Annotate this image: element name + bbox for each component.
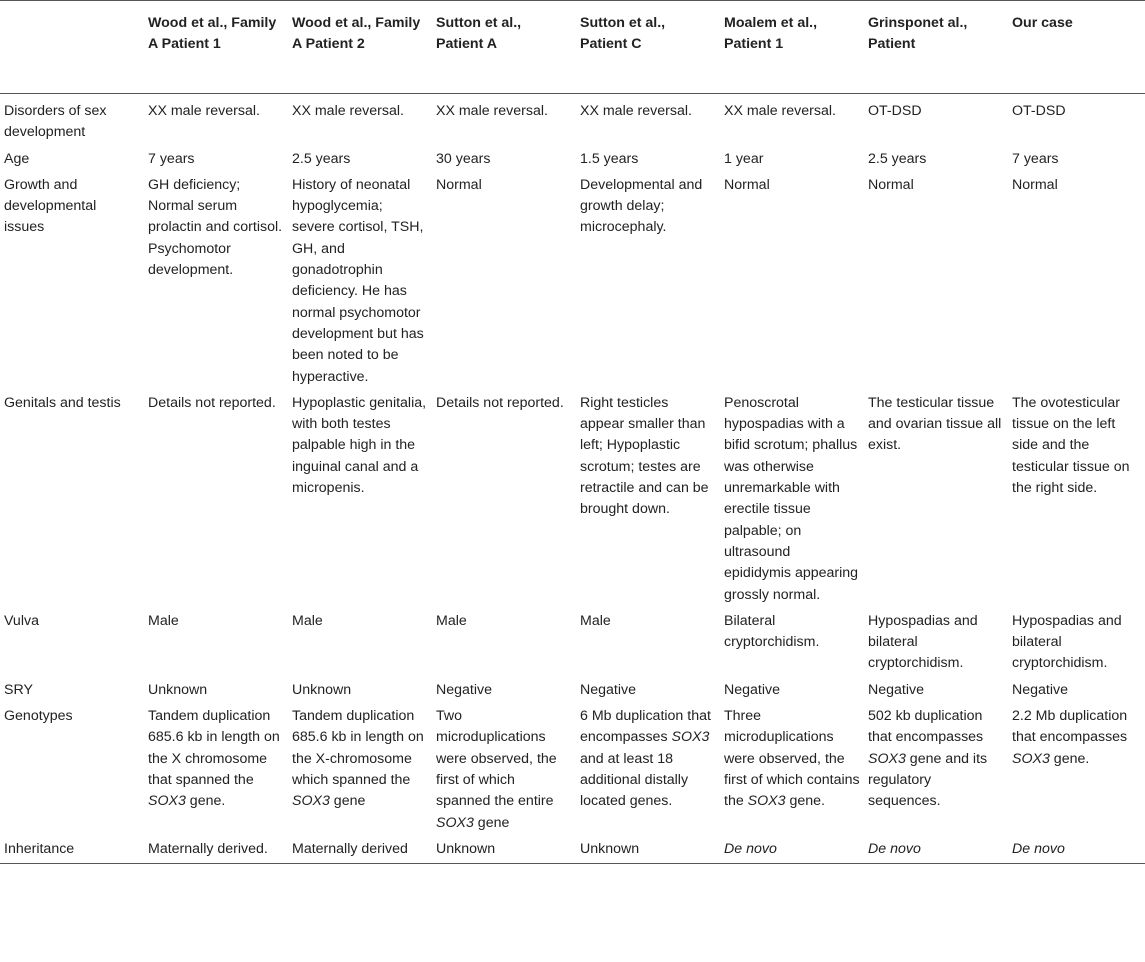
table-cell: Two microduplications were observed, the first of which spanned the entire SOX3 gene — [436, 708, 557, 831]
gene-symbol: SOX3 — [292, 793, 330, 810]
header-cell-sutton-patient-c: Sutton et al., Patient C — [580, 15, 666, 53]
table-cell: De novo — [1012, 840, 1065, 857]
row-label: SRY — [4, 681, 33, 698]
table-cell: Male — [148, 612, 179, 629]
table-cell: De novo — [868, 840, 921, 857]
table-cell: Hypoplastic genitalia, with both testes palpable high in the inguinal canal and a micropenis. — [292, 394, 427, 497]
table-cell: 502 kb duplication that encompasses SOX3 gene and its regulatory sequences. — [868, 708, 988, 810]
table-cell: Normal — [436, 176, 482, 193]
table-cell: Normal — [868, 176, 914, 193]
table-cell: Negative — [580, 681, 636, 698]
row-label: Inheritance — [4, 840, 75, 857]
table-cell: Male — [292, 612, 323, 629]
row-label: Genotypes — [4, 708, 73, 725]
table-cell: Unknown — [436, 840, 496, 857]
row-label: Growth and developmental issues — [4, 176, 97, 236]
table-cell: XX male reversal. — [580, 103, 692, 119]
row-label: Genitals and testis — [4, 394, 121, 411]
header-cell-wood-patient-1: Wood et al., Family A Patient 1 — [148, 15, 277, 53]
row-label: Age — [4, 150, 30, 167]
table-cell: 30 years — [436, 150, 491, 167]
header-cell-sutton-patient-a: Sutton et al., Patient A — [436, 15, 522, 53]
table-cell: XX male reversal. — [292, 103, 404, 119]
table-cell: Hypospadias and bilateral cryptorchidism. — [1012, 612, 1122, 672]
table-cell: The ovotesticular tissue on the left side and the testicular tissue on the right side. — [1012, 394, 1130, 497]
table-cell: XX male reversal. — [148, 103, 260, 119]
table-cell: Right testicles appear smaller than left; Hypoplastic scrotum; testes are retractile and can be brought down. — [580, 394, 709, 518]
table-cell: Normal — [1012, 176, 1058, 193]
table-cell: 1.5 years — [580, 150, 639, 167]
table-cell: Negative — [436, 681, 492, 698]
row-age — [0, 147, 1145, 173]
table-cell: Negative — [724, 681, 780, 698]
gene-symbol: SOX3 — [868, 750, 906, 767]
gene-symbol: SOX3 — [1012, 750, 1050, 767]
table-cell: XX male reversal. — [436, 103, 548, 119]
row-disorders-of-sex-development — [0, 94, 1145, 147]
table-cell: OT-DSD — [1012, 103, 1066, 119]
table-cell: Three microduplications were observed, the first of which contains the SOX3 gene. — [724, 708, 860, 810]
table-cell: Details not reported. — [436, 394, 564, 411]
table-cell: Tandem duplication 685.6 kb in length on the X-chromosome which spanned the SOX3 gene — [292, 708, 424, 810]
table-cell: Male — [580, 612, 611, 629]
table-cell: History of neonatal hypoglycemia; severe cortisol, TSH, GH, and gonadotrophin deficiency. He has normal psychomotor development but has been noted to be hyperactive. — [292, 176, 424, 385]
header-cell-our-case: Our case — [1012, 15, 1073, 31]
table-cell: 2.5 years — [292, 150, 351, 167]
table-cell: Hypospadias and bilateral cryptorchidism. — [868, 612, 978, 672]
table-cell: XX male reversal. — [724, 103, 836, 119]
table-cell: Developmental and growth delay; microcephaly. — [580, 176, 703, 236]
gene-symbol: SOX3 — [747, 793, 786, 810]
table-cell: Negative — [868, 681, 924, 698]
gene-symbol: SOX3 — [671, 729, 710, 746]
row-genitals-and-testis — [0, 391, 1145, 609]
gene-symbol: SOX3 — [148, 793, 186, 810]
header-cell-wood-patient-2: Wood et al., Family A Patient 2 — [292, 15, 421, 53]
table-cell: Negative — [1012, 681, 1068, 698]
table-cell: Details not reported. — [148, 394, 276, 411]
row-vulva — [0, 609, 1145, 678]
header-cell-label — [0, 1, 144, 94]
table-cell: 7 years — [1012, 150, 1059, 167]
table-cell: 6 Mb duplication that encompasses SOX3 and at least 18 additional distally located genes. — [580, 708, 711, 810]
row-sry — [0, 678, 1145, 704]
table-cell: 1 year — [724, 150, 764, 167]
table-cell: 2.5 years — [868, 150, 927, 167]
row-growth-and-developmental-issues — [0, 173, 1145, 391]
header-row — [0, 1, 1145, 94]
row-inheritance — [0, 837, 1145, 864]
header-cell-moalem-patient-1: Moalem et al., Patient 1 — [724, 15, 818, 53]
table-cell: Unknown — [148, 681, 208, 698]
table-cell: Male — [436, 612, 467, 629]
table-cell: Maternally derived — [292, 840, 408, 857]
table-cell: Unknown — [292, 681, 352, 698]
table-cell: GH deficiency; Normal serum prolactin and cortisol. Psychomotor development. — [148, 176, 283, 279]
row-label: Disorders of sex development — [4, 103, 107, 141]
row-label: Vulva — [4, 612, 39, 629]
table-cell: 7 years — [148, 150, 195, 167]
table-cell: 2.2 Mb duplication that encompasses SOX3 gene. — [1012, 708, 1128, 767]
table-cell: Maternally derived. — [148, 840, 268, 857]
table-cell: OT-DSD — [868, 103, 922, 119]
table-cell: De novo — [724, 840, 777, 857]
table-cell: Tandem duplication 685.6 kb in length on the X chromosome that spanned the SOX3 gene. — [148, 708, 280, 810]
table-cell: Unknown — [580, 840, 640, 857]
row-genotypes — [0, 704, 1145, 837]
header-cell-grinspon-patient: Grinsponet al., Patient — [868, 15, 968, 53]
gene-symbol: SOX3 — [436, 814, 474, 831]
table-cell: The testicular tissue and ovarian tissue all exist. — [868, 394, 1002, 454]
table-cell: Normal — [724, 176, 770, 193]
table-cell: Bilateral cryptorchidism. — [724, 612, 820, 651]
table-cell: Penoscrotal hypospadias with a bifid scrotum; phallus was otherwise unremarkable with erectile tissue palpable; on ultrasound epididymis appearing grossly normal. — [724, 394, 859, 603]
